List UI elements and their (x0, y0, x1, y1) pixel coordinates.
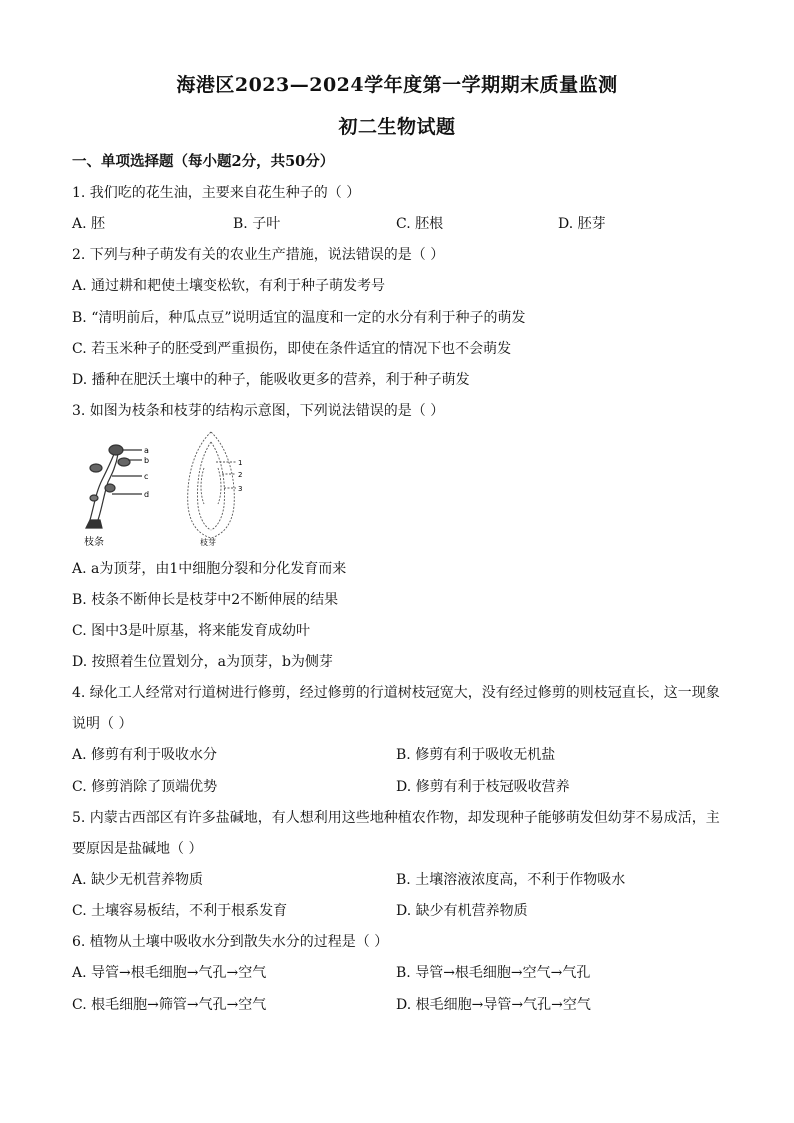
q5-option-d: D. 缺少有机营养物质 (396, 903, 528, 919)
q4-option-a: A. 修剪有利于吸收水分 (72, 747, 218, 763)
q4-option-b: B. 修剪有利于吸收无机盐 (396, 747, 556, 763)
q5-option-a: A. 缺少无机营养物质 (72, 872, 204, 888)
q6-stem: 6. 植物从土壤中吸收水分到散失水分的过程是（ ） (72, 934, 389, 950)
q6-option-b: B. 导管→根毛细胞→空气→气孔 (396, 965, 591, 981)
q2-stem: 2. 下列与种子萌发有关的农业生产措施，说法错误的是（ ） (72, 247, 445, 263)
branch-label-d: d (144, 490, 150, 499)
q6-option-a: A. 导管→根毛细胞→气孔→空气 (72, 965, 267, 981)
branch-bud-illustration (76, 428, 266, 548)
bud-label-3: 3 (238, 485, 243, 493)
branch-label-c: c (144, 472, 149, 481)
q2-option-a: A. 通过耕和耙使土壤变松软，有利于种子萌发考号 (72, 278, 386, 294)
q5-option-b: B. 土壤溶液浓度高，不利于作物吸水 (396, 872, 626, 888)
q1-option-c: C. 胚根 (396, 216, 444, 232)
q3-option-a: A. a为顶芽，由1中细胞分裂和分化发育而来 (72, 561, 347, 577)
q4-stem-line2: 说明（ ） (72, 716, 133, 732)
q4-stem-line1: 4. 绿化工人经常对行道树进行修剪，经过修剪的行道树枝冠宽大，没有经过修剪的则枝冠直长，这一现象 (72, 685, 720, 701)
q4-option-d: D. 修剪有利于枝冠吸收营养 (396, 779, 570, 795)
q1-option-d: D. 胚芽 (558, 216, 606, 232)
q3-option-c: C. 图中3是叶原基，将来能发育成幼叶 (72, 623, 311, 639)
branch-and-bud-figure (76, 428, 266, 548)
q1-option-b: B. 子叶 (233, 216, 281, 232)
q5-option-c: C. 土壤容易板结，不利于根系发育 (72, 903, 288, 919)
q2-option-d: D. 播种在肥沃土壤中的种子，能吸收更多的营养，利于种子萌发 (72, 372, 470, 388)
exam-subtitle: 初二生物试题 (338, 116, 456, 138)
q6-option-c: C. 根毛细胞→筛管→气孔→空气 (72, 997, 267, 1013)
bud-drawing (188, 432, 236, 538)
q2-option-b: B. “清明前后，种瓜点豆”说明适宜的温度和一定的水分有利于种子的萌发 (72, 310, 526, 326)
branch-drawing (86, 445, 142, 528)
branch-label-b: b (144, 456, 150, 465)
section-heading: 一、单项选择题（每小题2分，共50分） (72, 153, 335, 170)
q5-stem-line1: 5. 内蒙古西部区有许多盐碱地，有人想利用这些地种植农作物，却发现种子能够萌发但幼芽不易成活，主 (72, 810, 720, 826)
q2-option-c: C. 若玉米种子的胚受到严重损伤，即使在条件适宜的情况下也不会萌发 (72, 341, 512, 357)
q3-option-d: D. 按照着生位置划分，a为顶芽，b为侧芽 (72, 654, 333, 670)
q1-option-a: A. 胚 (72, 216, 106, 232)
q6-option-d: D. 根毛细胞→导管→气孔→空气 (396, 997, 591, 1013)
q3-stem: 3. 如图为枝条和枝芽的结构示意图，下列说法错误的是（ ） (72, 403, 445, 419)
q3-option-b: B. 枝条不断伸长是枝芽中2不断伸展的结果 (72, 592, 339, 608)
exam-title: 海港区2023—2024学年度第一学期期末质量监测 (176, 74, 618, 96)
bud-label-2: 2 (238, 471, 243, 479)
q5-stem-line2: 要原因是盐碱地（ ） (72, 841, 203, 857)
branch-label-a: a (144, 446, 149, 455)
bud-label-1: 1 (238, 459, 243, 467)
q1-stem: 1. 我们吃的花生油，主要来自花生种子的（ ） (72, 185, 361, 201)
q4-option-c: C. 修剪消除了顶端优势 (72, 779, 218, 795)
bud-caption: 枝芽 (200, 538, 216, 547)
branch-caption: 枝条 (84, 537, 104, 548)
